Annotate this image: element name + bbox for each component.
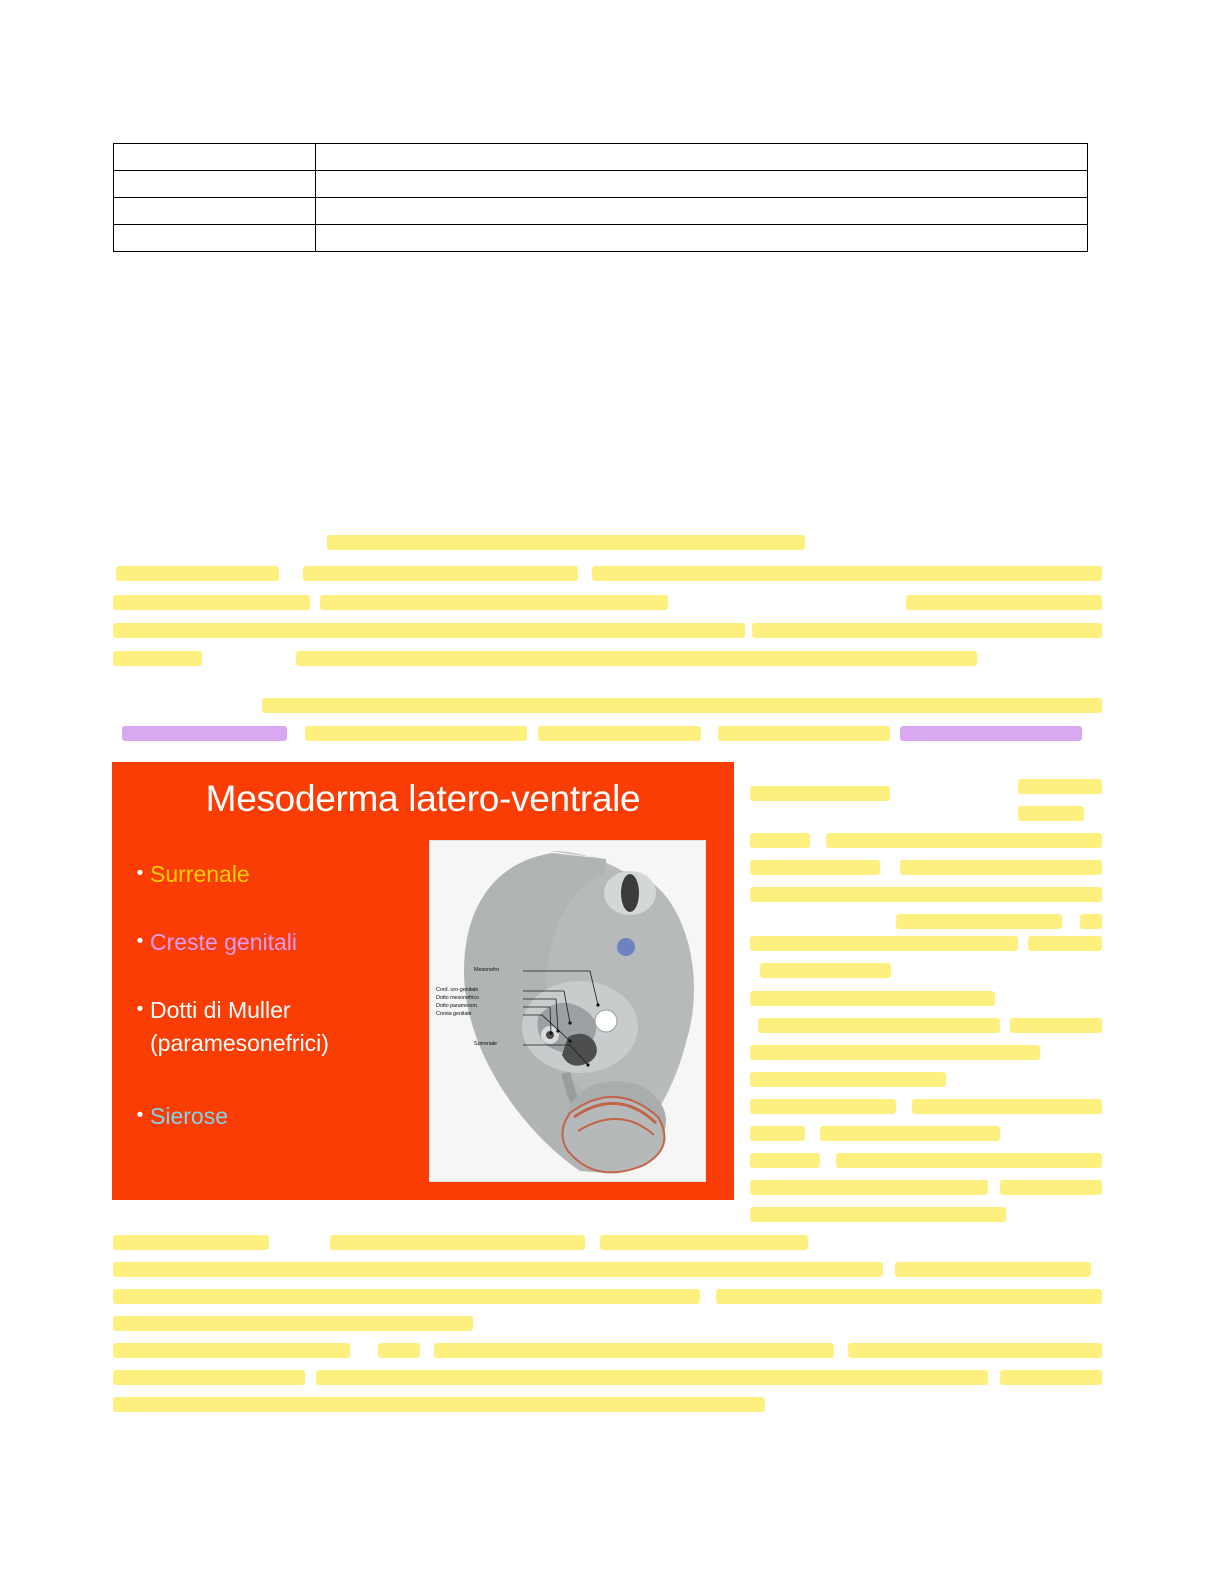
- redaction-bar: [718, 726, 890, 741]
- redaction-bar: [113, 1262, 883, 1277]
- slide-bullet-dotti-di-muller: Dotti di Muller: [150, 997, 291, 1023]
- redaction-bar: [900, 860, 1102, 875]
- redaction-bar: [752, 623, 1102, 638]
- redaction-bar: [113, 623, 745, 638]
- bullet-dot-icon: •: [136, 863, 144, 884]
- redaction-bar: [113, 595, 310, 610]
- table-cell: [114, 198, 316, 225]
- urogenital-ridge-diagram: [429, 840, 706, 1182]
- redaction-bar: [750, 1099, 896, 1114]
- figure-label-dotto-parameson: Dotto parameson.: [436, 1003, 479, 1009]
- redaction-bar: [750, 786, 890, 801]
- redaction-bar: [113, 1235, 269, 1250]
- slide-bullet-subtitle: (paramesonefrici): [150, 1030, 329, 1056]
- table-row: [114, 144, 1088, 171]
- table-cell: [114, 144, 316, 171]
- figure-label-surrenale: Surrenale: [474, 1041, 497, 1047]
- redaction-bar: [1018, 779, 1102, 794]
- figure-label-mesonefro: Mesonefro: [474, 967, 500, 973]
- redaction-bar: [848, 1343, 1102, 1358]
- slide-bullet-list: [130, 860, 430, 1170]
- table-cell: [315, 225, 1087, 252]
- redaction-bar: [1010, 1018, 1102, 1033]
- redaction-bar: [826, 833, 1102, 848]
- table-cell: [315, 198, 1087, 225]
- redaction-bar: [896, 914, 1062, 929]
- redaction-bar: [750, 1153, 820, 1168]
- slide-bullet-creste-genitali: Creste genitali: [150, 929, 298, 955]
- table-cell: [315, 171, 1087, 198]
- redaction-bar: [113, 651, 202, 666]
- redaction-bar: [836, 1153, 1102, 1168]
- bullet-dot-icon: •: [136, 1105, 144, 1126]
- table-row: [114, 225, 1088, 252]
- redaction-bar: [912, 1099, 1102, 1114]
- table-cell: [114, 171, 316, 198]
- redaction-bar: [316, 1370, 988, 1385]
- list-item: [130, 860, 430, 888]
- table-row: [114, 198, 1088, 225]
- redaction-bar: [327, 535, 805, 550]
- redaction-bar: [320, 595, 668, 610]
- slide-bullet-surrenale: Surrenale: [150, 861, 250, 887]
- slide-bullet-sierose: Sierose: [150, 1103, 228, 1129]
- redaction-bar: [296, 651, 977, 666]
- figure-label-cresta-genitale: Cresta genitale: [436, 1011, 472, 1017]
- redaction-bar: [538, 726, 701, 741]
- redaction-bar: [750, 991, 995, 1006]
- redaction-bar: [303, 566, 578, 581]
- redaction-bar: [1000, 1180, 1102, 1195]
- redaction-bar: [760, 963, 891, 978]
- table-row: [114, 171, 1088, 198]
- redaction-bar: [1000, 1370, 1102, 1385]
- redaction-bar: [750, 1126, 805, 1141]
- redaction-bar-accent: [900, 726, 1082, 741]
- redaction-bar: [600, 1235, 808, 1250]
- redaction-bar: [750, 1072, 946, 1087]
- redaction-bar: [116, 566, 279, 581]
- redaction-bar: [113, 1316, 473, 1331]
- redaction-bar: [750, 860, 880, 875]
- bullet-dot-icon: •: [136, 931, 144, 952]
- redaction-bar: [750, 936, 1018, 951]
- slide-title: Mesoderma latero-ventrale: [205, 778, 641, 819]
- lecture-slide: [112, 762, 734, 1200]
- redaction-bar: [716, 1289, 1102, 1304]
- redaction-bar: [330, 1235, 585, 1250]
- redaction-bar: [750, 887, 1102, 902]
- doc-table: [113, 143, 1088, 252]
- redaction-bar-accent: [122, 726, 287, 741]
- redaction-bar: [113, 1370, 305, 1385]
- redaction-bar: [906, 595, 1102, 610]
- figure-label-cord-uro-genitale: Cord. uro-genitale: [436, 987, 479, 993]
- redaction-bar: [113, 1343, 350, 1358]
- redaction-bar: [1028, 936, 1102, 951]
- figure-label-dotto-mesonefrico: Dotto mesonefrico: [436, 995, 479, 1001]
- redaction-bar: [378, 1343, 420, 1358]
- redaction-bar: [1018, 806, 1084, 821]
- redaction-bar: [113, 1289, 700, 1304]
- bullet-dot-icon: •: [136, 999, 144, 1020]
- redaction-bar: [820, 1126, 1000, 1141]
- redaction-bar: [750, 1207, 1006, 1222]
- list-item: [130, 928, 430, 956]
- redaction-bar: [592, 566, 1102, 581]
- redaction-bar: [434, 1343, 834, 1358]
- table-cell: [114, 225, 316, 252]
- redaction-bar: [750, 833, 810, 848]
- redaction-bar: [750, 1045, 1040, 1060]
- redaction-bar: [758, 1018, 1000, 1033]
- redaction-bar: [262, 698, 1102, 713]
- redaction-bar: [305, 726, 527, 741]
- table-body: [114, 144, 1088, 252]
- redaction-bar: [113, 1397, 765, 1412]
- table-cell: [315, 144, 1087, 171]
- list-item: [130, 996, 430, 1024]
- redaction-bar: [1080, 914, 1102, 929]
- redaction-bar: [895, 1262, 1091, 1277]
- redaction-bar: [750, 1180, 988, 1195]
- list-item: [130, 1102, 430, 1130]
